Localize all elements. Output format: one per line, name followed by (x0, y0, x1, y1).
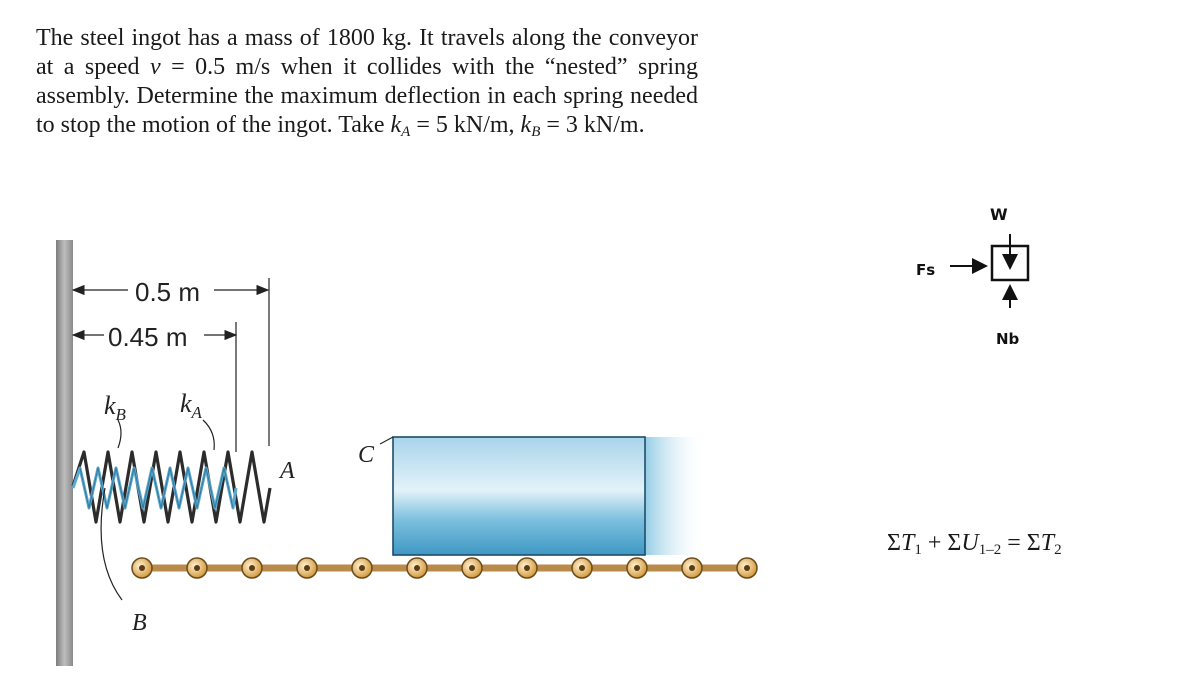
kB-leader-line (118, 420, 121, 448)
roller-axle (579, 565, 585, 571)
free-body-diagram (916, 205, 1028, 348)
eq-sigma-2: Σ (947, 530, 962, 556)
wall (56, 240, 73, 666)
eq-sigma-3: Σ (1026, 530, 1041, 556)
fbd-label-N: Nb (996, 330, 1020, 348)
eq-sigma-1: Σ (887, 530, 901, 556)
eq-plus: + (921, 530, 948, 556)
problem-text-part4: = 3 kN/m. (540, 112, 645, 138)
dimension-label-inner: 0.45 m (108, 322, 188, 352)
problem-text-part1: The steel ingot has a mass of 1800 kg. It travels along the conveyor at a speed (36, 25, 698, 80)
eq-sub-1: 1 (914, 542, 922, 558)
eq-T1: T (900, 530, 915, 556)
spring-kB-label: $k_B$ (104, 391, 126, 424)
ingot-motion-blur (643, 437, 705, 555)
roller-axle (304, 565, 310, 571)
problem-text-part2: = 0.5 m/s when it collides with the “nested” spring assembly. Determine the maximum deflection in each spring needed to stop the motion of the ingot. Take (36, 54, 698, 138)
kA-symbol: k (390, 112, 402, 138)
kA-subscript: A (401, 124, 411, 140)
kA-leader-line (203, 420, 214, 450)
label-A: A (280, 458, 295, 484)
eq-equals: = (1001, 530, 1027, 556)
label-C: C (358, 442, 375, 468)
roller-axle (194, 565, 200, 571)
fbd-label-W: W (990, 205, 1008, 224)
steel-ingot (393, 437, 645, 555)
kB-subscript: B (531, 124, 541, 140)
roller-axle (249, 565, 255, 571)
roller-axle (139, 565, 145, 571)
dimension-label-outer: 0.5 m (135, 277, 201, 307)
roller-axle (359, 565, 365, 571)
work-energy-equation (887, 530, 1062, 559)
spring-kA-label: $k_A$ (180, 389, 202, 422)
roller-axle (689, 565, 695, 571)
eq-sub-2: 2 (1054, 542, 1062, 558)
eq-T2: T (1040, 530, 1055, 556)
roller-axle (469, 565, 475, 571)
eq-U: U (961, 530, 979, 556)
eq-sub-12: 1–2 (978, 542, 1002, 558)
B-leader-line (101, 488, 122, 600)
problem-text-part3: = 5 kN/m, (410, 112, 521, 138)
velocity-symbol: v (149, 54, 161, 80)
C-leader-line (380, 437, 393, 444)
kB-symbol: k (520, 112, 532, 138)
roller-axle (524, 565, 530, 571)
roller-axle (744, 565, 750, 571)
fbd-label-Fs: Fs (916, 261, 936, 279)
label-B: B (132, 610, 147, 636)
roller-axle (414, 565, 420, 571)
roller-axle (634, 565, 640, 571)
